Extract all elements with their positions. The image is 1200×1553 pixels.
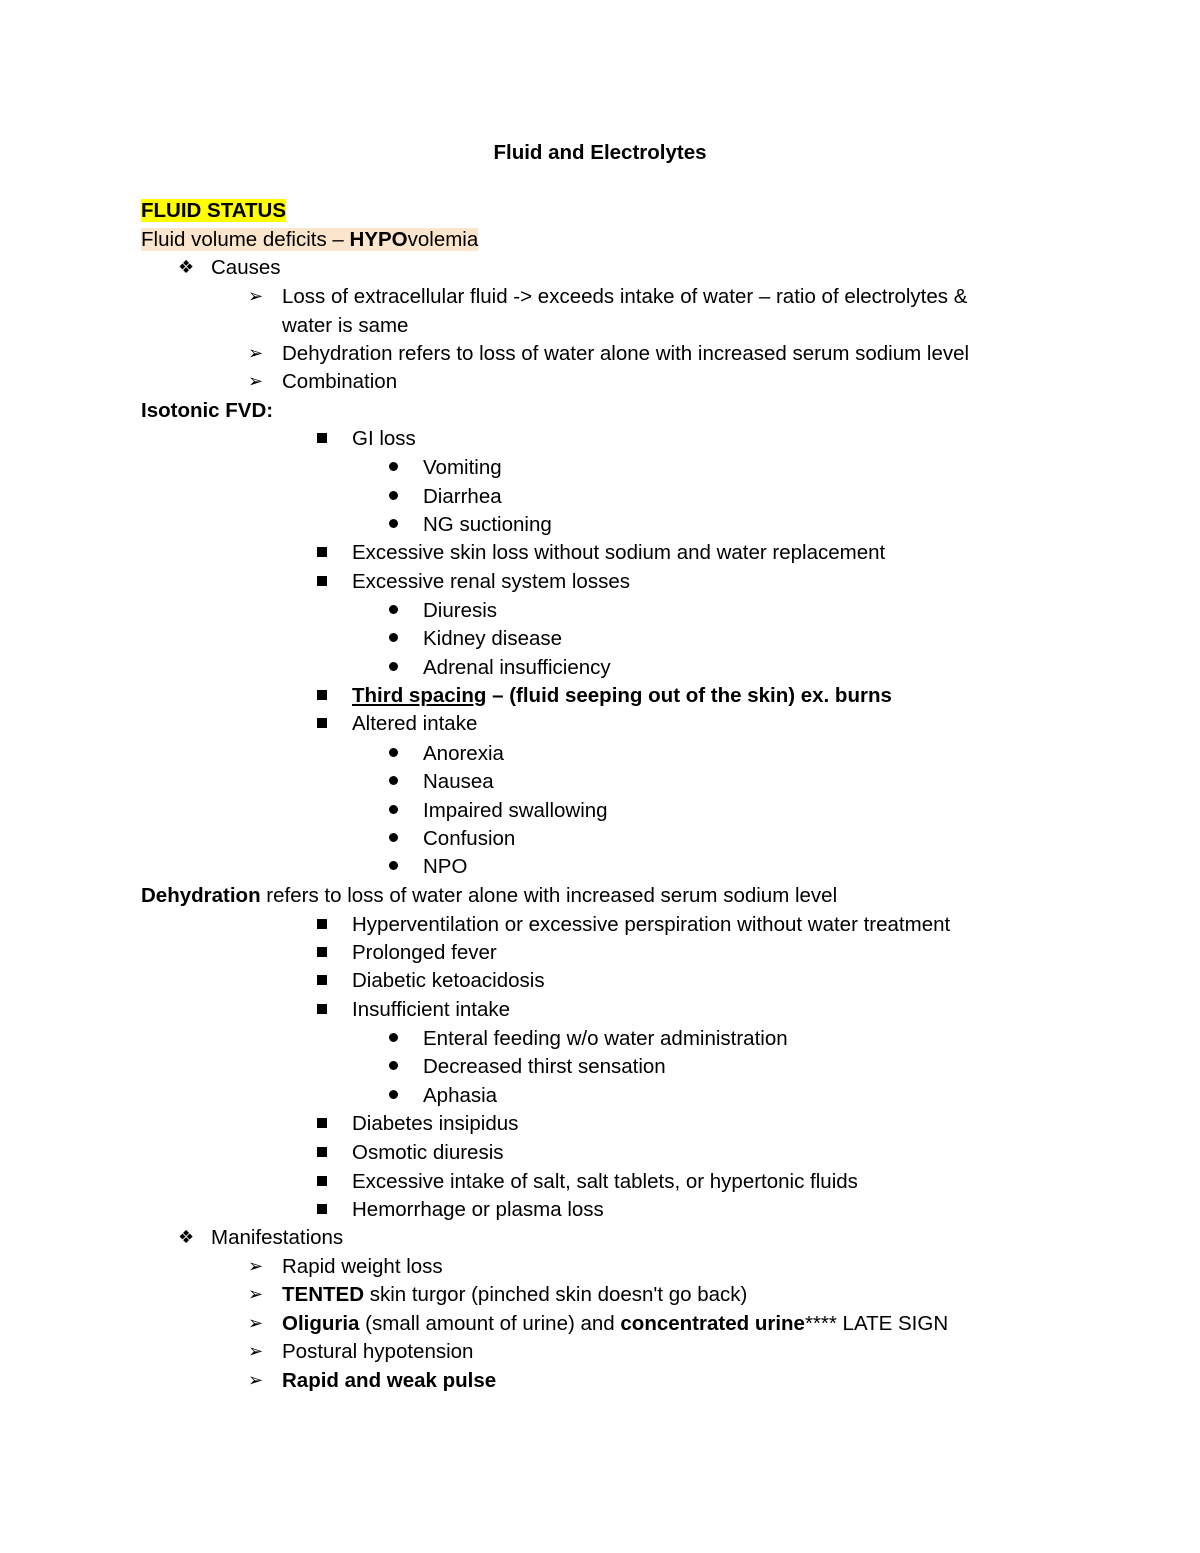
square-bullet-icon — [317, 967, 327, 995]
dot-bullet-icon — [389, 654, 398, 682]
isotonic-heading: Isotonic FVD: — [141, 399, 274, 422]
list-item: Adrenal insufficiency — [423, 656, 611, 679]
subheading-part2: HYPO — [349, 228, 408, 251]
list-item: Confusion — [423, 827, 516, 850]
list-item: Diabetic ketoacidosis — [352, 969, 545, 992]
dehydration-desc: refers to loss of water alone with increased serum sodium level — [260, 884, 838, 907]
square-bullet-icon — [317, 710, 327, 738]
oliguria-desc: (small amount of urine) and — [359, 1312, 621, 1335]
manifestation-item — [282, 1281, 747, 1309]
manifestation-item — [282, 1310, 948, 1338]
late-sign-note: **** LATE SIGN — [804, 1312, 949, 1335]
document-title: Fluid and Electrolytes — [493, 141, 707, 164]
cause-item: Loss of extracellular fluid -> exceeds intake of water – ratio of electrolytes & — [282, 285, 968, 308]
dot-bullet-icon — [389, 625, 398, 653]
square-bullet-icon — [317, 1196, 327, 1224]
dot-bullet-icon — [389, 768, 398, 796]
arrow-bullet-icon: ➢ — [248, 1370, 264, 1391]
dot-bullet-icon — [389, 597, 398, 625]
list-item: Excessive renal system losses — [352, 570, 630, 593]
square-bullet-icon — [317, 1110, 327, 1138]
dot-bullet-icon — [389, 825, 398, 853]
list-item: Osmotic diuresis — [352, 1141, 504, 1164]
section-heading-text: FLUID STATUS — [141, 199, 287, 222]
concentrated-urine-term: concentrated urine — [620, 1312, 805, 1335]
dot-bullet-icon — [389, 1082, 398, 1110]
square-bullet-icon — [317, 1168, 327, 1196]
list-item: Impaired swallowing — [423, 799, 608, 822]
list-item: Excessive intake of salt, salt tablets, or hypertonic fluids — [352, 1170, 858, 1193]
list-item: Diabetes insipidus — [352, 1112, 519, 1135]
tented-desc: skin turgor (pinched skin doesn't go back) — [364, 1283, 748, 1306]
diamond-bullet-icon: ❖ — [178, 1227, 195, 1248]
list-item: Excessive skin loss without sodium and water replacement — [352, 541, 886, 564]
third-spacing-term: Third spacing — [352, 684, 487, 707]
arrow-bullet-icon: ➢ — [248, 1313, 264, 1334]
list-item: Aphasia — [423, 1084, 498, 1107]
square-bullet-icon — [317, 1139, 327, 1167]
list-item: Diarrhea — [423, 485, 502, 508]
square-bullet-icon — [317, 996, 327, 1024]
list-item: Nausea — [423, 770, 494, 793]
manifestation-item: Rapid weight loss — [282, 1255, 443, 1278]
oliguria-term: Oliguria — [282, 1312, 360, 1335]
subheading — [141, 226, 478, 254]
cause-item: Dehydration refers to loss of water alone with increased serum sodium level — [282, 342, 970, 365]
dot-bullet-icon — [389, 740, 398, 768]
dehydration-heading — [141, 882, 837, 910]
subheading-part1: Fluid volume deficits – — [141, 228, 350, 251]
section-heading — [141, 197, 286, 225]
arrow-bullet-icon: ➢ — [248, 1256, 264, 1277]
list-item: Decreased thirst sensation — [423, 1055, 666, 1078]
dot-bullet-icon — [389, 853, 398, 881]
arrow-bullet-icon: ➢ — [248, 1341, 264, 1362]
diamond-bullet-icon: ❖ — [178, 257, 195, 278]
cause-item: Combination — [282, 370, 398, 393]
list-item: Prolonged fever — [352, 941, 497, 964]
square-bullet-icon — [317, 568, 327, 596]
square-bullet-icon — [317, 425, 327, 453]
tented-term: TENTED — [282, 1283, 364, 1306]
list-item: Anorexia — [423, 742, 504, 765]
dot-bullet-icon — [389, 797, 398, 825]
third-spacing-item — [352, 682, 892, 710]
dot-bullet-icon — [389, 483, 398, 511]
list-item: Vomiting — [423, 456, 502, 479]
arrow-bullet-icon: ➢ — [248, 286, 264, 307]
arrow-bullet-icon: ➢ — [248, 1284, 264, 1305]
list-item: Hyperventilation or excessive perspiration without water treatment — [352, 913, 951, 936]
list-item: NG suctioning — [423, 513, 552, 536]
dot-bullet-icon — [389, 1053, 398, 1081]
list-item: GI loss — [352, 427, 416, 450]
list-item: Enteral feeding w/o water administration — [423, 1027, 788, 1050]
third-spacing-desc: – (fluid seeping out of the skin) ex. burns — [486, 684, 892, 707]
list-item: Altered intake — [352, 712, 478, 735]
list-item: Hemorrhage or plasma loss — [352, 1198, 604, 1221]
dot-bullet-icon — [389, 1025, 398, 1053]
square-bullet-icon — [317, 939, 327, 967]
square-bullet-icon — [317, 682, 327, 710]
causes-label: Causes — [211, 256, 281, 279]
list-item: Kidney disease — [423, 627, 563, 650]
square-bullet-icon — [317, 539, 327, 567]
arrow-bullet-icon: ➢ — [248, 343, 264, 364]
manifestation-item: Postural hypotension — [282, 1340, 474, 1363]
manifestations-label: Manifestations — [211, 1226, 344, 1249]
cause-item-continued: water is same — [282, 314, 409, 337]
manifestation-item: Rapid and weak pulse — [282, 1369, 497, 1392]
arrow-bullet-icon: ➢ — [248, 371, 264, 392]
dot-bullet-icon — [389, 454, 398, 482]
list-item: Insufficient intake — [352, 998, 511, 1021]
square-bullet-icon — [317, 911, 327, 939]
dehydration-term: Dehydration — [141, 884, 261, 907]
dot-bullet-icon — [389, 511, 398, 539]
list-item: NPO — [423, 855, 468, 878]
subheading-part3: volemia — [407, 228, 479, 251]
list-item: Diuresis — [423, 599, 498, 622]
